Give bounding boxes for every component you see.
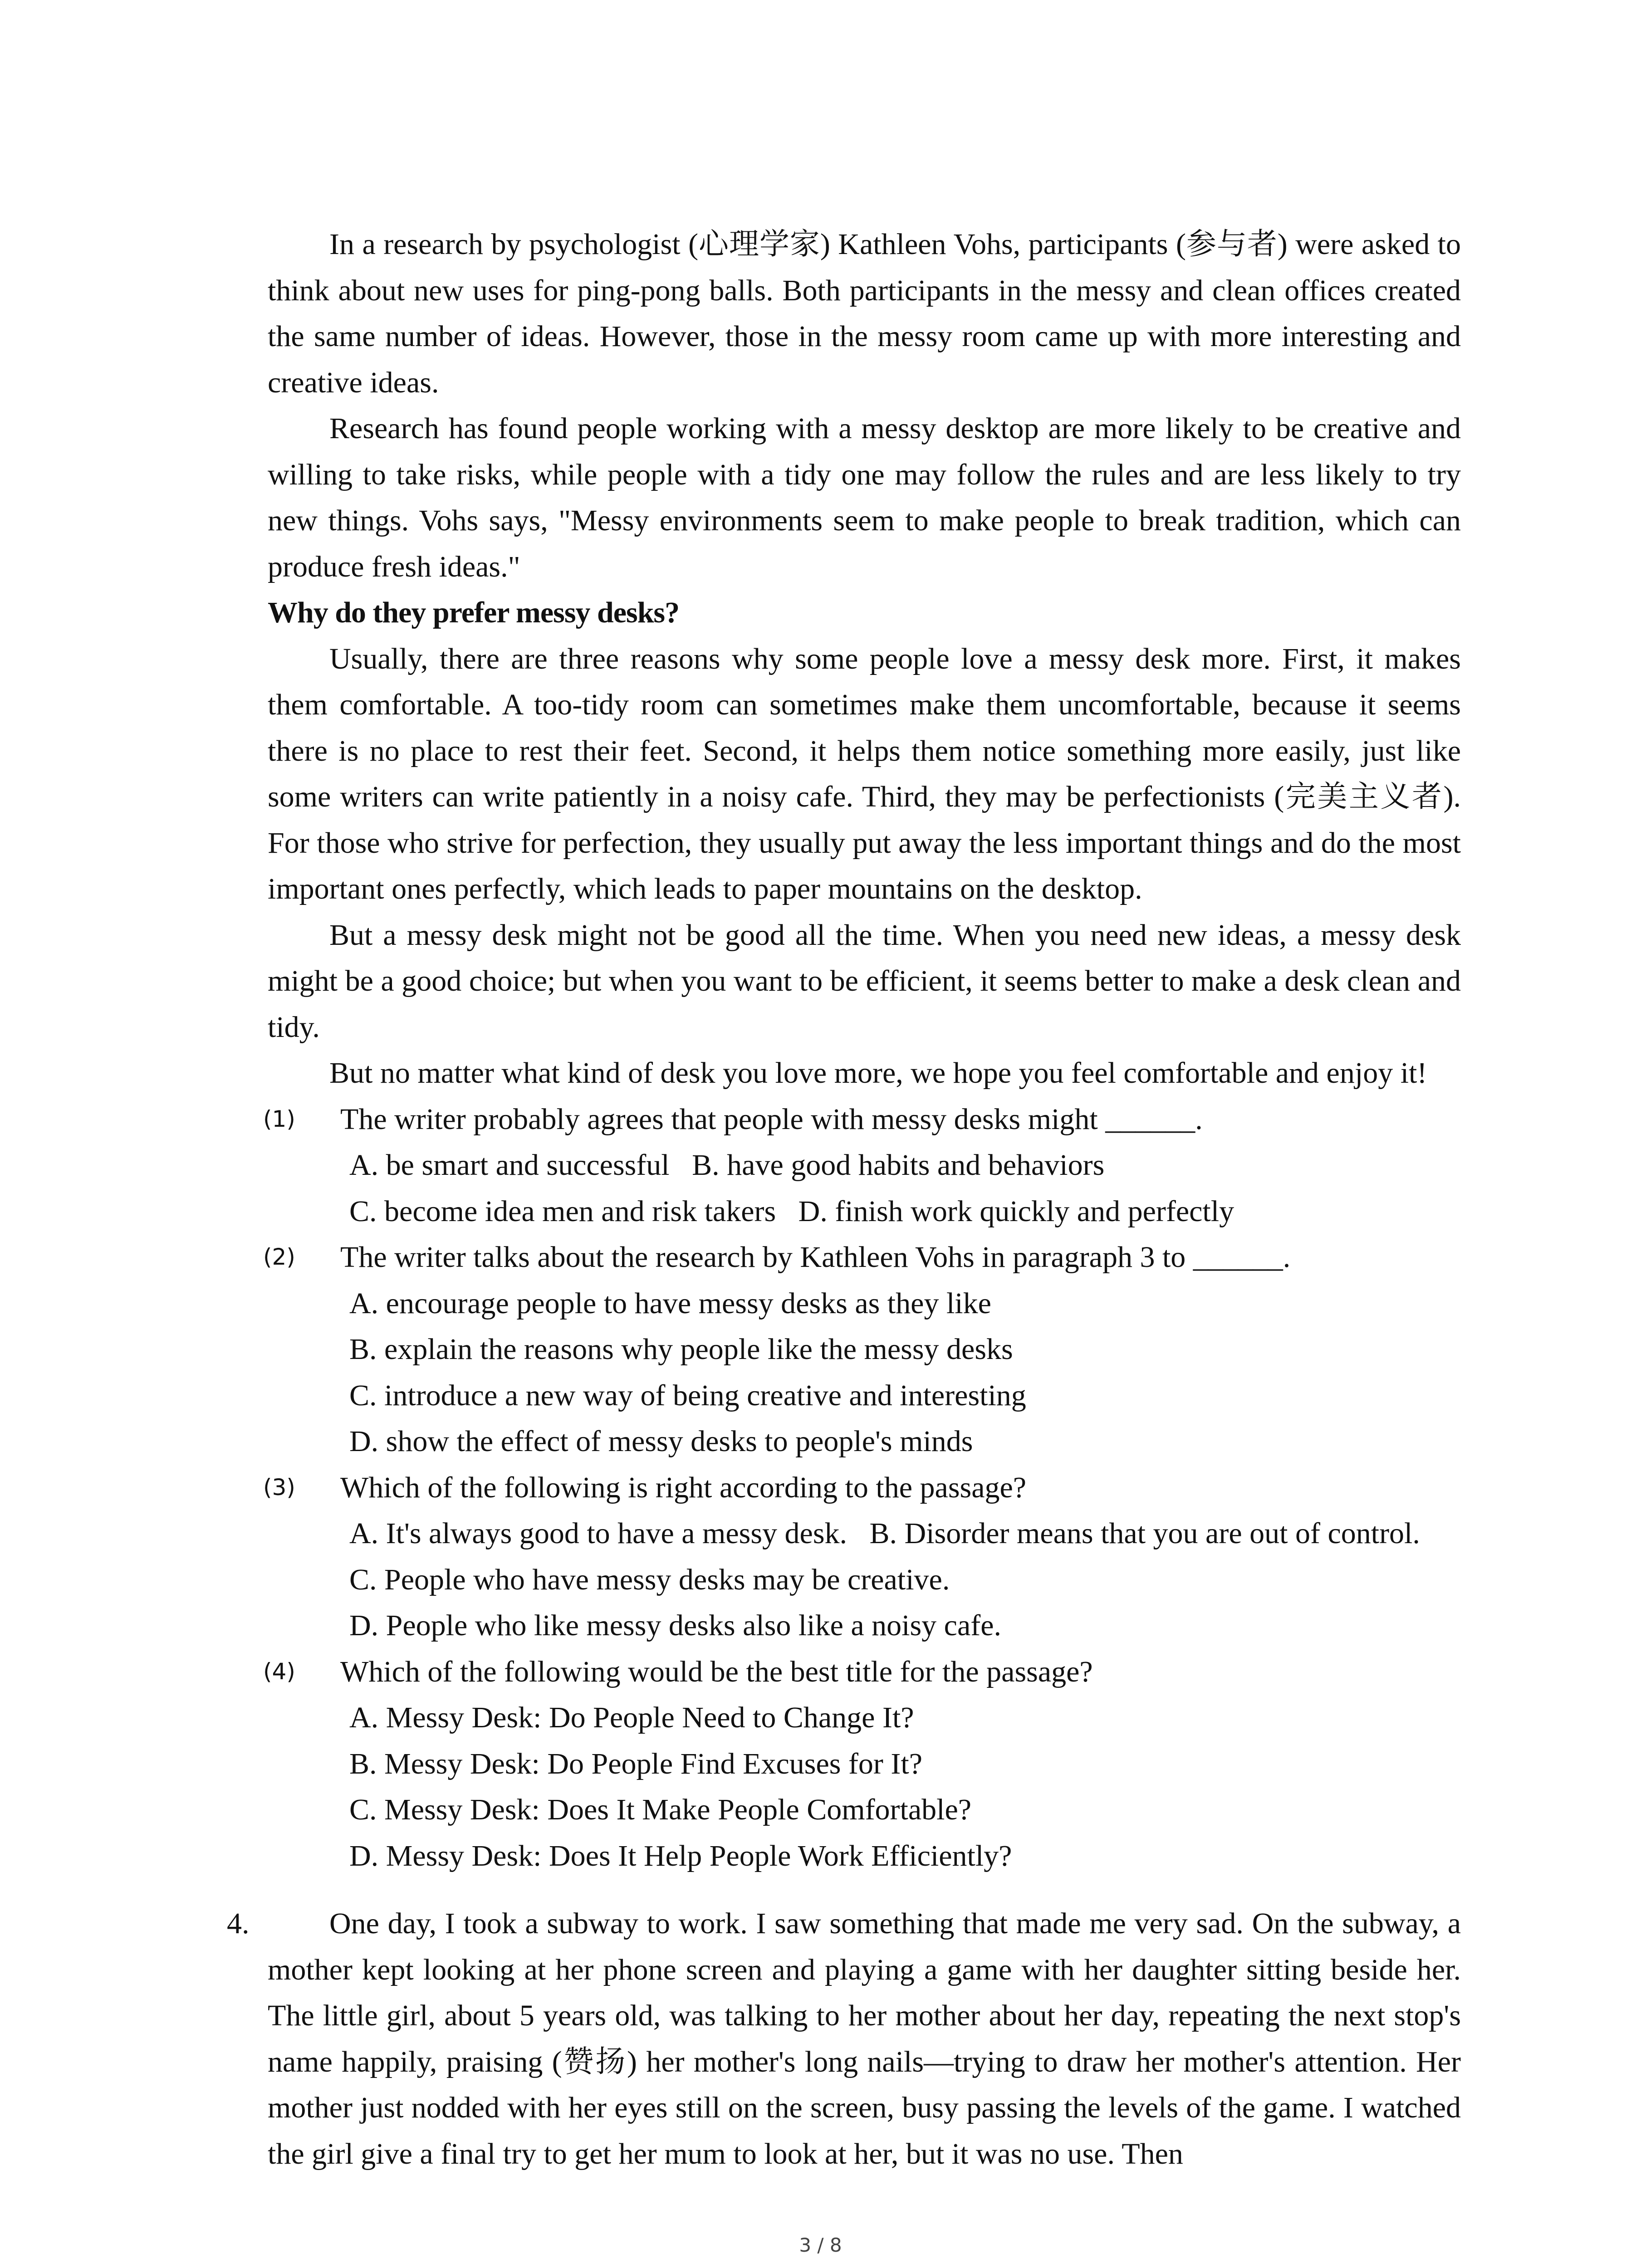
question-text: The writer talks about the research by Kathleen Vohs in paragraph 3 to ______.	[340, 1241, 1291, 1274]
paragraph-not-always-good: But a messy desk might not be good all the time. When you need new ideas, a messy desk might be a good choice; but when you want to be efficient, it seems better to make a desk clean and tidy.	[268, 918, 1461, 1044]
page-number: 3 / 8	[799, 2234, 842, 2256]
question-4	[263, 1649, 1461, 1879]
question-option: A. Messy Desk: Do People Need to Change It?	[349, 1701, 914, 1734]
question-text: Which of the following is right according to the passage?	[340, 1471, 1027, 1504]
spacer	[268, 1879, 1461, 1901]
question-option: A. encourage people to have messy desks as they like	[349, 1286, 991, 1320]
passage-number: 4.	[227, 1907, 250, 1940]
question-stem	[263, 1096, 1461, 1143]
paragraph-three-reasons: Usually, there are three reasons why some people love a messy desk more. First, it makes them comfortable. A too-tidy room can sometimes make them uncomfortable, because it seems there is no place to rest their feet. Second, it helps them notice something more easily, just like some writers can write patiently in a noisy cafe. Third, they may be perfectionists (完美主义者). For those who strive for perfection, they usually put away the less important things and do the most important ones perfectly, which leads to paper mountains on the desktop.	[268, 642, 1461, 905]
paragraph-research-findings: Research has found people working with a messy desktop are more likely to be creative and willing to take risks, while people with a tidy one may follow the rules and are less likely to try new things. Vohs says, "Messy environments seem to make people to break tradition, which can produce fresh ideas."	[268, 412, 1461, 583]
page-content	[227, 221, 1461, 2177]
question-option: A. It's always good to have a messy desk. B. Disorder means that you are out of control.	[349, 1517, 1420, 1550]
question-option: D. show the effect of messy desks to people's minds	[349, 1425, 973, 1458]
question-stem	[263, 1234, 1461, 1281]
question-option: B. Messy Desk: Do People Find Excuses for It?	[349, 1747, 923, 1780]
section-heading: Why do they prefer messy desks?	[268, 596, 680, 629]
question-option: C. introduce a new way of being creative and interesting	[349, 1378, 1026, 1412]
question-option: C. People who have messy desks may be creative.	[349, 1563, 950, 1596]
passage-4-text: One day, I took a subway to work. I saw something that made me very sad. On the subway, a mother kept looking at her phone screen and playing a game with her daughter sitting beside her. The little girl, about 5 years old, was talking to her mother about her day, repeating the next stop's name happily, praising (赞扬) her mother's long nails—trying to draw her mother's attention. Her mother just nodded with her eyes still on the screen, busy passing the levels of the game. I watched the girl give a final try to get her mum to look at her, but it was no use. Then	[268, 1907, 1461, 2170]
question-text: Which of the following would be the best title for the passage?	[340, 1655, 1093, 1688]
question-stem	[263, 1649, 1461, 1695]
question-option: B. explain the reasons why people like the messy desks	[349, 1333, 1013, 1366]
paragraph-conclusion: But no matter what kind of desk you love more, we hope you feel comfortable and enjoy it!	[329, 1056, 1427, 1090]
question-number: (4)	[263, 1658, 295, 1685]
question-option: D. People who like messy desks also like a noisy cafe.	[349, 1609, 1002, 1642]
question-3	[263, 1465, 1461, 1649]
paragraph-vohs-research: In a research by psychologist (心理学家) Kathleen Vohs, participants (参与者) were asked to think about new uses for ping-pong balls. Both participants in the messy and clean offices created the same number of ideas. However, those in the messy room came up with more interesting and creative ideas.	[268, 228, 1461, 399]
question-stem	[263, 1465, 1461, 1511]
question-option: A. be smart and successful B. have good habits and behaviors	[349, 1149, 1105, 1182]
question-text: The writer probably agrees that people with messy desks might ______.	[340, 1102, 1203, 1136]
question-option: D. Messy Desk: Does It Help People Work Efficiently?	[349, 1839, 1012, 1872]
question-number: (2)	[263, 1244, 295, 1270]
question-2	[263, 1234, 1461, 1465]
question-number: (1)	[263, 1105, 295, 1132]
question-1	[263, 1096, 1461, 1235]
question-number: (3)	[263, 1474, 295, 1501]
question-option: C. Messy Desk: Does It Make People Comfortable?	[349, 1793, 972, 1826]
question-option: C. become idea men and risk takers D. finish work quickly and perfectly	[349, 1194, 1234, 1228]
passage-4	[227, 1901, 1461, 2177]
